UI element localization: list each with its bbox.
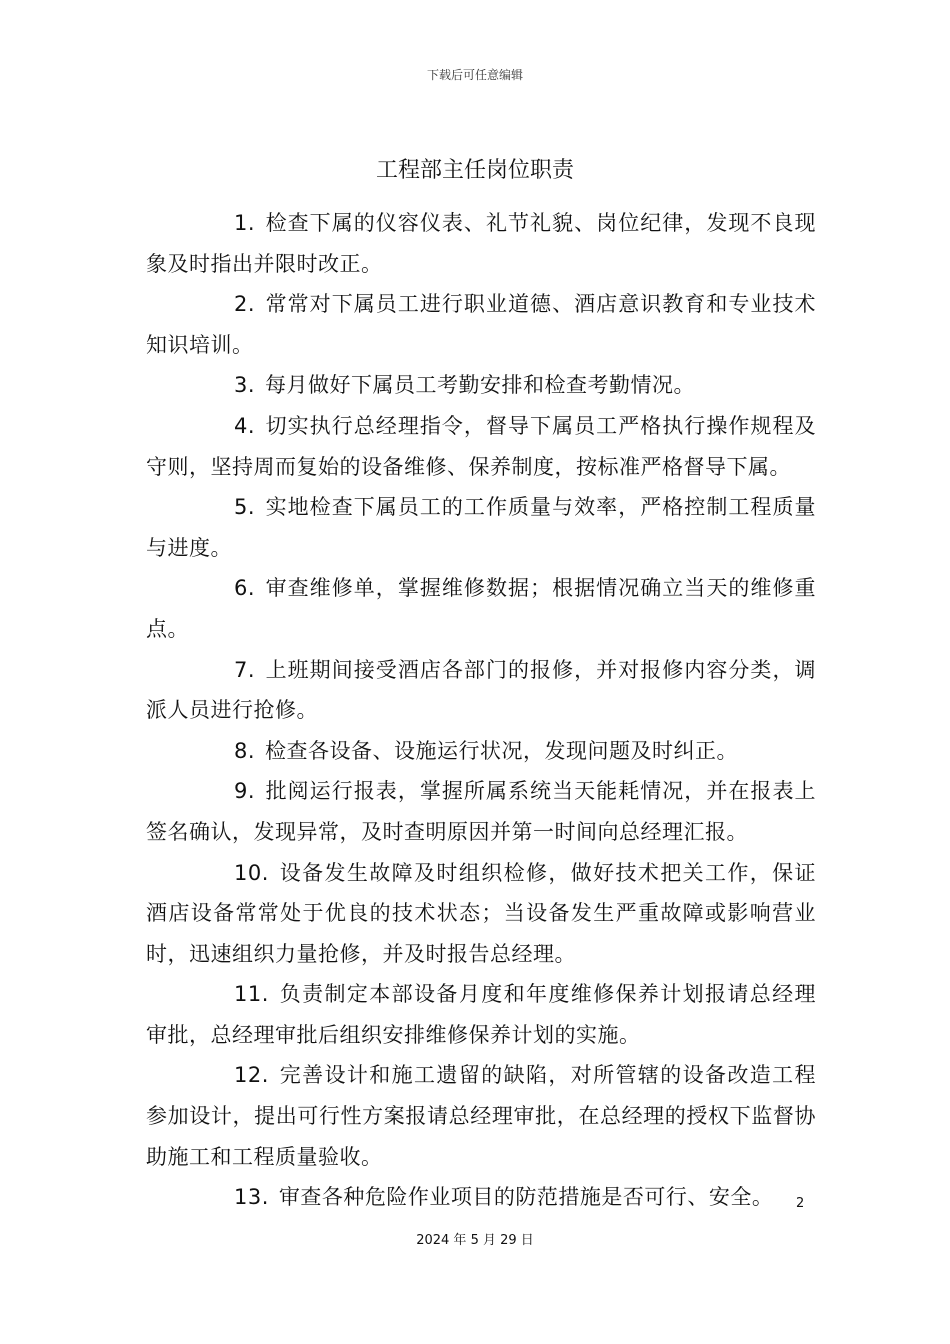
item-number: 7. (234, 657, 256, 682)
item-text: 批阅运行报表，掌握所属系统当天能耗情况，并在报表上签名确认，发现异常，及时查明原因并第一时间向总经理汇报。 (146, 779, 816, 844)
item-number: 3. (234, 373, 256, 398)
list-item (146, 771, 816, 852)
header-note: 下载后可任意编辑 (426, 68, 523, 82)
list-item (146, 731, 816, 772)
list-item (146, 284, 816, 365)
item-text: 审查维修单，掌握维修数据；根据情况确立当天的维修重点。 (146, 576, 816, 641)
list-item (146, 974, 816, 1055)
item-text: 上班期间接受酒店各部门的报修，并对报修内容分类，调派人员进行抢修。 (146, 657, 816, 723)
item-number: 4. (234, 413, 256, 438)
list-item (146, 365, 816, 406)
list-item (146, 1055, 816, 1177)
item-number: 13. (234, 1185, 269, 1210)
list-item (146, 568, 816, 649)
item-number: 9. (234, 779, 256, 804)
item-number: 8. (234, 738, 256, 763)
list-item (146, 487, 816, 568)
page-number: 2 (796, 1196, 805, 1211)
item-text: 切实执行总经理指令，督导下属员工严格执行操作规程及守则，坚持周而复始的设备维修、保养制度，按标准严格督导下属。 (146, 413, 816, 479)
item-text: 审查各种危险作业项目的防范措施是否可行、安全。 (278, 1185, 774, 1210)
item-text: 检查下属的仪容仪表、礼节礼貌、岗位纪律，发现不良现象及时指出并限时改正。 (146, 211, 816, 276)
item-number: 1. (234, 211, 256, 235)
list-item (146, 650, 816, 731)
item-number: 5. (234, 495, 256, 520)
item-number: 10. (234, 860, 269, 885)
item-number: 6. (234, 576, 256, 601)
item-text: 完善设计和施工遗留的缺陷，对所管辖的设备改造工程参加设计，提出可行性方案报请总经理审批，在总经理的授权下监督协助施工和工程质量验收。 (146, 1063, 816, 1169)
item-number: 11. (234, 982, 269, 1007)
item-number: 12. (234, 1063, 269, 1088)
list-item (146, 853, 816, 975)
list-item (146, 1177, 816, 1218)
document-body (146, 203, 816, 1218)
item-text: 检查各设备、设施运行状况，发现问题及时纠正。 (265, 738, 739, 763)
footer-date: 2024 年 5 月 29 日 (416, 1233, 534, 1248)
item-text: 常常对下属员工进行职业道德、酒店意识教育和专业技术知识培训。 (146, 292, 816, 357)
item-text: 实地检查下属员工的工作质量与效率，严格控制工程质量与进度。 (146, 495, 816, 560)
item-text: 负责制定本部设备月度和年度维修保养计划报请总经理审批，总经理审批后组织安排维修保养计划的实施。 (146, 982, 816, 1047)
list-item (146, 203, 816, 284)
list-item (146, 406, 816, 487)
page-title: 工程部主任岗位职责 (375, 158, 574, 183)
item-text: 每月做好下属员工考勤安排和检查考勤情况。 (265, 373, 696, 398)
item-number: 2. (234, 292, 256, 317)
item-text: 设备发生故障及时组织检修，做好技术把关工作，保证酒店设备常常处于优良的技术状态；当设备发生严重故障或影响营业时，迅速组织力量抢修，并及时报告总经理。 (146, 860, 816, 966)
